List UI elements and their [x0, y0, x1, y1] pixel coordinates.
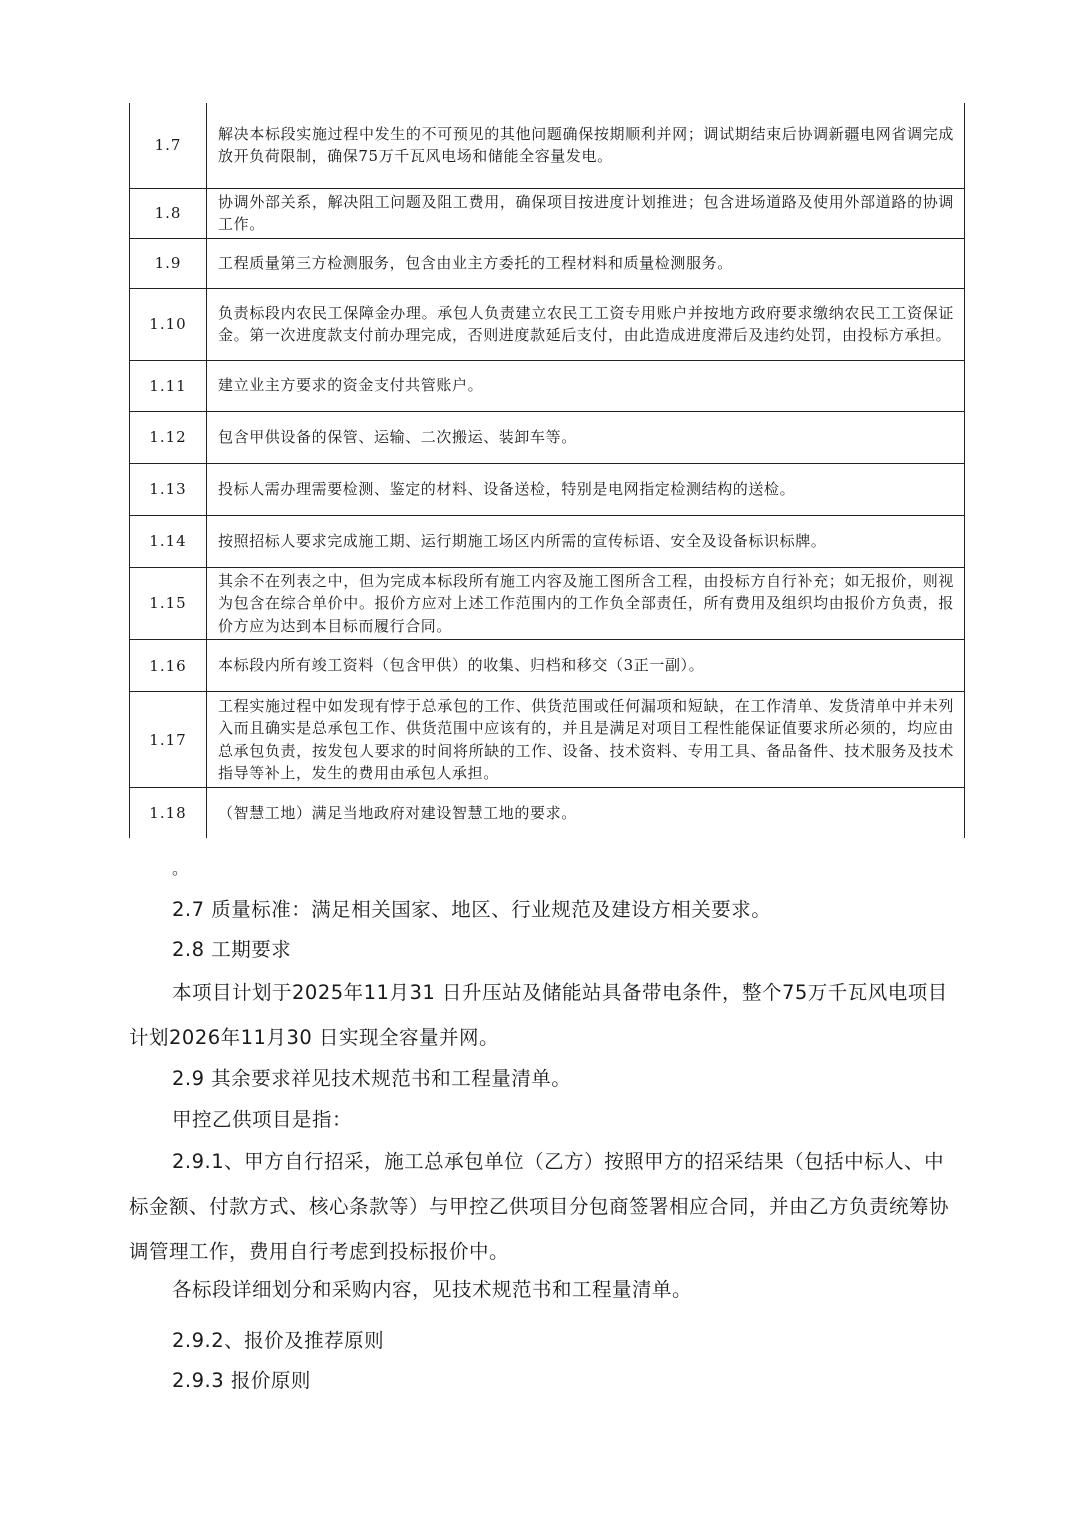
row-number: 1.9 [130, 238, 207, 288]
row-number: 1.7 [130, 103, 207, 188]
section-2-9-2-heading: 2.9.2、报价及推荐原则 [172, 1329, 385, 1352]
table-row [130, 360, 965, 411]
row-number: 1.10 [130, 288, 207, 360]
row-description: 负责标段内农民工保障金办理。承包人负责建立农民工工资专用账户并按地方政府要求缴纳农民工工资保证金。第一次进度款支付前办理完成，否则进度款延后支付，由此造成进度滞后及违约处罚，由投标方承担。 [207, 288, 965, 360]
table-row [130, 692, 965, 788]
row-number: 1.16 [130, 640, 207, 692]
row-number: 1.13 [130, 463, 207, 515]
section-2-9-1-text [129, 1139, 959, 1274]
table-row [130, 288, 965, 360]
table-tail-mark: 。 [172, 859, 189, 878]
row-description: 包含甲供设备的保管、运输、二次搬运、装卸车等。 [207, 411, 965, 463]
row-description: 协调外部关系，解决阻工问题及阻工费用，确保项目按进度计划推进；包含进场道路及使用外部道路的协调工作。 [207, 188, 965, 238]
row-description: 投标人需办理需要检测、鉴定的材料、设备送检，特别是电网指定检测结构的送检。 [207, 463, 965, 515]
table-row [130, 567, 965, 640]
table-row [130, 640, 965, 692]
sections-note: 各标段详细划分和采购内容，见技术规范书和工程量清单。 [172, 1278, 693, 1301]
table-row [130, 103, 965, 188]
jkyg-definition-heading: 甲控乙供项目是指： [172, 1108, 353, 1131]
row-number: 1.15 [130, 567, 207, 640]
table-row [130, 188, 965, 238]
table-row [130, 788, 965, 838]
scope-table [129, 103, 965, 838]
s291-text: 2.9.1、甲方自行招采，施工总承包单位（乙方）按照甲方的招采结果（包括中标人、中标金额、付款方式、核心条款等）与甲控乙供项目分包商签署相应合同，并由乙方负责统筹协调管理工作，费用自行考虑到投标报价中。 [129, 1150, 950, 1263]
row-description: 其余不在列表之中，但为完成本标段所有施工内容及施工图所含工程，由投标方自行补充；如无报价，则视为包含在综合单价中。报价方应对上述工作范围内的工作负全部责任，所有费用及组织均由报价方负责，报价方应为达到本目标而履行合同。 [207, 567, 965, 640]
row-description: 建立业主方要求的资金支付共管账户。 [207, 360, 965, 411]
row-number: 1.18 [130, 788, 207, 838]
table-row [130, 238, 965, 288]
section-2-7-quality: 2.7 质量标准：满足相关国家、地区、行业规范及建设方相关要求。 [172, 898, 772, 921]
scope-table-body [130, 103, 965, 838]
row-number: 1.8 [130, 188, 207, 238]
section-2-9-heading: 2.9 其余要求祥见技术规范书和工程量清单。 [172, 1067, 572, 1090]
section-2-9-3-heading: 2.9.3 报价原则 [172, 1369, 311, 1392]
section-2-8-heading: 2.8 工期要求 [172, 938, 292, 961]
schedule-text: 本项目计划于2025年11月31 日升压站及储能站具备带电条件，整个75万千瓦风电项目计划2026年11月30 日实现全容量并网。 [129, 981, 948, 1049]
table-row [130, 515, 965, 567]
row-description: （智慧工地）满足当地政府对建设智慧工地的要求。 [207, 788, 965, 838]
row-number: 1.11 [130, 360, 207, 411]
table-row [130, 463, 965, 515]
row-number: 1.14 [130, 515, 207, 567]
table-row [130, 411, 965, 463]
row-number: 1.17 [130, 692, 207, 788]
row-description: 工程实施过程中如发现有悖于总承包的工作、供货范围或任何漏项和短缺，在工作清单、发货清单中并未列入而且确实是总承包工作、供货范围中应该有的，并且是满足对项目工程性能保证值要求所必须的，均应由总承包负责，按发包人要求的时间将所缺的工作、设备、技术资料、专用工具、备品备件、技术服务及技术指导等补上，发生的费用由承包人承担。 [207, 692, 965, 788]
row-description: 本标段内所有竣工资料（包含甲供）的收集、归档和移交（3正一副）。 [207, 640, 965, 692]
row-number: 1.12 [130, 411, 207, 463]
row-description: 工程质量第三方检测服务，包含由业主方委托的工程材料和质量检测服务。 [207, 238, 965, 288]
row-description: 按照招标人要求完成施工期、运行期施工场区内所需的宣传标语、安全及设备标识标牌。 [207, 515, 965, 567]
row-description: 解决本标段实施过程中发生的不可预见的其他问题确保按期顺利并网；调试期结束后协调新疆电网省调完成放开负荷限制，确保75万千瓦风电场和储能全容量发电。 [207, 103, 965, 188]
section-2-8-schedule-text [129, 970, 959, 1060]
